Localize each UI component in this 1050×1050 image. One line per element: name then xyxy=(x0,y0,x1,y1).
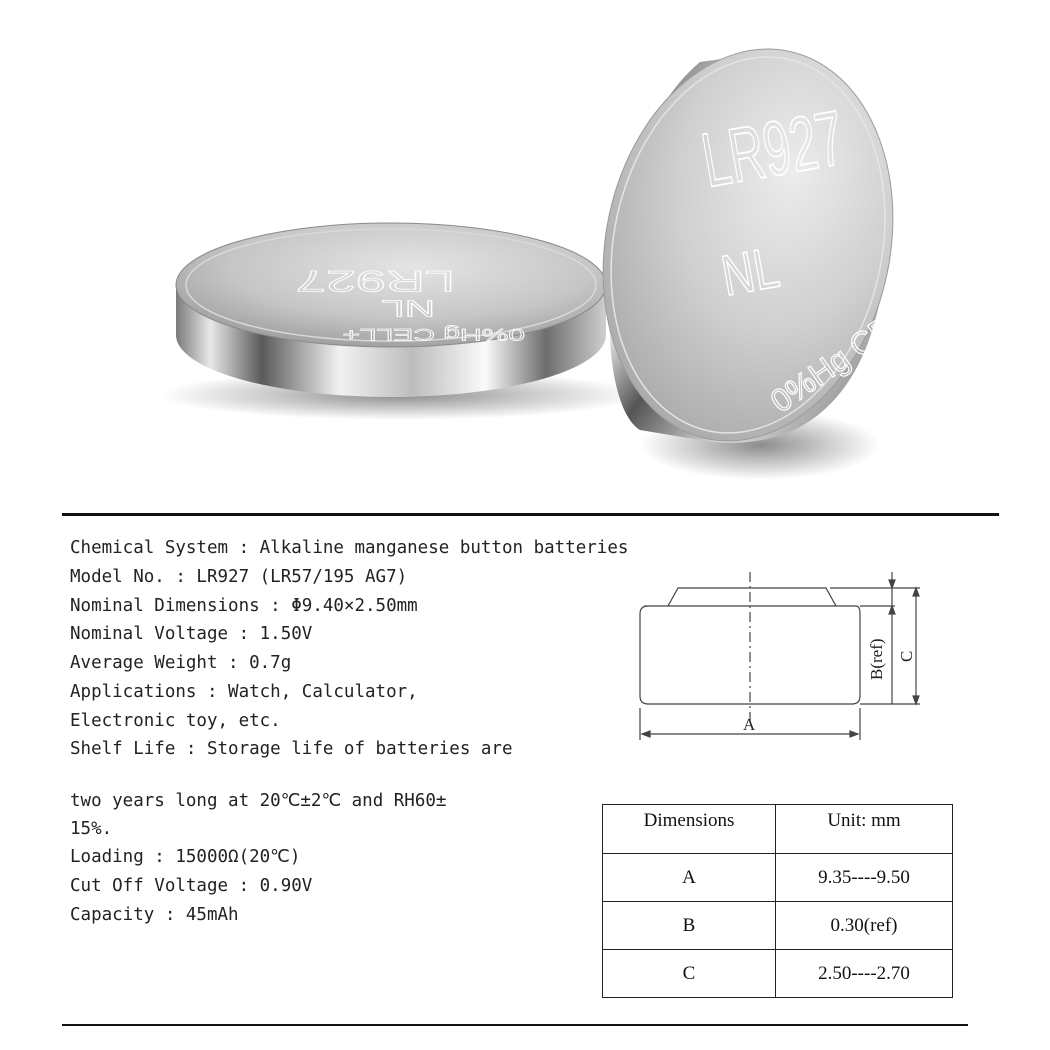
diagram-label-b: B(ref) xyxy=(867,638,886,680)
dimension-diagram xyxy=(630,568,940,748)
diagram-label-a: A xyxy=(743,715,756,734)
coin-standing xyxy=(568,22,958,468)
table-row xyxy=(603,854,953,902)
coin-flat-logo: NL xyxy=(381,294,435,321)
coin-standing-logo: NL xyxy=(716,235,784,308)
spec-line-weight: Average Weight : 0.7g xyxy=(70,653,292,673)
spec-line-model: Model No. : LR927 (LR57/195 AG7) xyxy=(70,567,408,587)
dimensions-table xyxy=(602,804,953,998)
table-header-dimensions: Dimensions xyxy=(603,805,776,854)
table-row xyxy=(603,950,953,998)
spec-line-capacity: Capacity : 45mAh xyxy=(70,905,239,925)
spec-line-cutoff: Cut Off Voltage : 0.90V xyxy=(70,876,313,896)
product-photo xyxy=(0,0,1050,500)
spec-line-applications-cont: Electronic toy, etc. xyxy=(70,711,281,731)
spec-line-applications: Applications : Watch, Calculator, xyxy=(70,682,418,702)
table-header-row xyxy=(603,805,953,854)
table-cell-value: 2.50----2.70 xyxy=(776,950,953,998)
coin-flat-model: LR927 xyxy=(295,264,455,298)
table-cell-value: 0.30(ref) xyxy=(776,902,953,950)
diagram-label-c: C xyxy=(897,650,916,662)
spec-line-chemical: Chemical System : Alkaline manganese button batteries xyxy=(70,538,629,558)
top-divider xyxy=(62,513,999,516)
coin-flat-ring-text: 0%Hg CELL+ xyxy=(342,324,525,344)
spec-line-loading: Loading : 15000Ω(20℃) xyxy=(70,847,301,867)
table-cell-dimension: A xyxy=(603,854,776,902)
coin-standing-ring-text: 0%Hg CELL+ xyxy=(763,278,945,420)
coin-flat xyxy=(176,223,606,397)
spec-line-shelf-life: Shelf Life : Storage life of batteries are xyxy=(70,739,513,759)
table-cell-value: 9.35----9.50 xyxy=(776,854,953,902)
table-cell-dimension: B xyxy=(603,902,776,950)
spec-line-voltage: Nominal Voltage : 1.50V xyxy=(70,624,313,644)
coin-standing-model: LR927 xyxy=(695,94,851,204)
bottom-divider xyxy=(62,1024,968,1026)
spec-line-shelf-life-end: 15%. xyxy=(70,819,113,839)
table-row xyxy=(603,902,953,950)
table-header-unit: Unit: mm xyxy=(776,805,953,854)
spec-line-shelf-life-cont: two years long at 20℃±2℃ and RH60± xyxy=(70,791,447,811)
table-cell-dimension: C xyxy=(603,950,776,998)
spec-line-dimensions: Nominal Dimensions : Φ9.40×2.50mm xyxy=(70,596,418,616)
